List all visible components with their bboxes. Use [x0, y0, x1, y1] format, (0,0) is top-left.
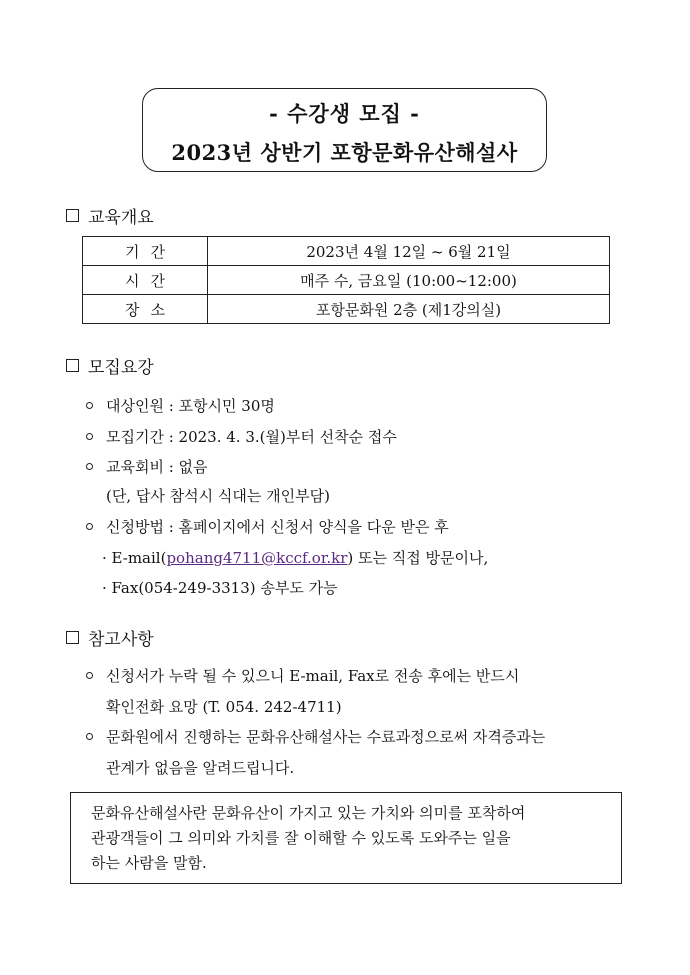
- section-overview-title: 교육개요: [88, 208, 154, 228]
- table-row: [83, 266, 610, 295]
- list-item: [86, 516, 449, 537]
- recruit-fee-note: (단, 답사 참석시 식대는 개인부담): [106, 487, 330, 505]
- email-link[interactable]: pohang4711@kccf.or.kr: [166, 549, 348, 567]
- row-label: 장 소: [83, 295, 208, 324]
- section-notes-heading: [66, 625, 154, 650]
- note2-line1: 문화원에서 진행하는 문화유산해설사는 수료과정으로써 자격증과는: [106, 728, 546, 746]
- definition-line2: 관광객들이 그 의미와 가치를 잘 이해할 수 있도록 도와주는 일을: [91, 829, 511, 847]
- bullet-icon: [86, 733, 93, 740]
- title-program: 2023년 상반기 포항문화유산해설사: [171, 140, 518, 165]
- definition-box: [70, 792, 622, 884]
- bullet-icon: [86, 672, 93, 679]
- section-overview-heading: [66, 203, 154, 228]
- row-value: 포항문화원 2층 (제1강의실): [208, 295, 610, 324]
- overview-table: [82, 236, 610, 324]
- row-label: 시 간: [83, 266, 208, 295]
- note1-line2: 확인전화 요망 (T. 054. 242-4711): [106, 698, 342, 716]
- title-box: [142, 88, 547, 172]
- row-value: 매주 수, 금요일 (10:00~12:00): [208, 266, 610, 295]
- list-item: [86, 456, 208, 477]
- note1-line1: 신청서가 누락 될 수 있으니 E-mail, Fax로 전송 후에는 반드시: [106, 667, 520, 685]
- recruit-period: 모집기간 : 2023. 4. 3.(월)부터 선착순 접수: [106, 428, 397, 446]
- checkbox-icon: [66, 209, 79, 222]
- table-row: [83, 237, 610, 266]
- note2-line2: 관계가 없음을 알려드립니다.: [106, 759, 295, 777]
- bullet-icon: [86, 433, 93, 440]
- checkbox-icon: [66, 359, 79, 372]
- recruit-email-line: · E-mail(pohang4711@kccf.or.kr) 또는 직접 방문이나,: [102, 549, 489, 567]
- recruit-apply: 신청방법 : 홈페이지에서 신청서 양식을 다운 받은 후: [106, 518, 449, 536]
- definition-line3: 하는 사람을 말함.: [91, 854, 207, 872]
- bullet-icon: [86, 463, 93, 470]
- list-item: [86, 395, 275, 416]
- title-recruit: - 수강생 모집 -: [269, 101, 420, 126]
- definition-line1: 문화유산해설사란 문화유산이 가지고 있는 가치와 의미를 포착하여: [91, 804, 526, 822]
- row-value: 2023년 4월 12일 ~ 6월 21일: [208, 237, 610, 266]
- section-recruit-title: 모집요강: [88, 358, 154, 378]
- list-item: [86, 665, 519, 686]
- list-item: [86, 726, 545, 747]
- checkbox-icon: [66, 631, 79, 644]
- section-notes-title: 참고사항: [88, 630, 154, 650]
- recruit-target: 대상인원 : 포항시민 30명: [106, 397, 275, 415]
- bullet-icon: [86, 523, 93, 530]
- row-label: 기 간: [83, 237, 208, 266]
- recruit-fax-line: · Fax(054-249-3313) 송부도 가능: [102, 579, 338, 597]
- list-item: [86, 426, 397, 447]
- section-recruit-heading: [66, 353, 154, 378]
- table-row: [83, 295, 610, 324]
- recruit-fee: 교육회비 : 없음: [106, 458, 208, 476]
- bullet-icon: [86, 402, 93, 409]
